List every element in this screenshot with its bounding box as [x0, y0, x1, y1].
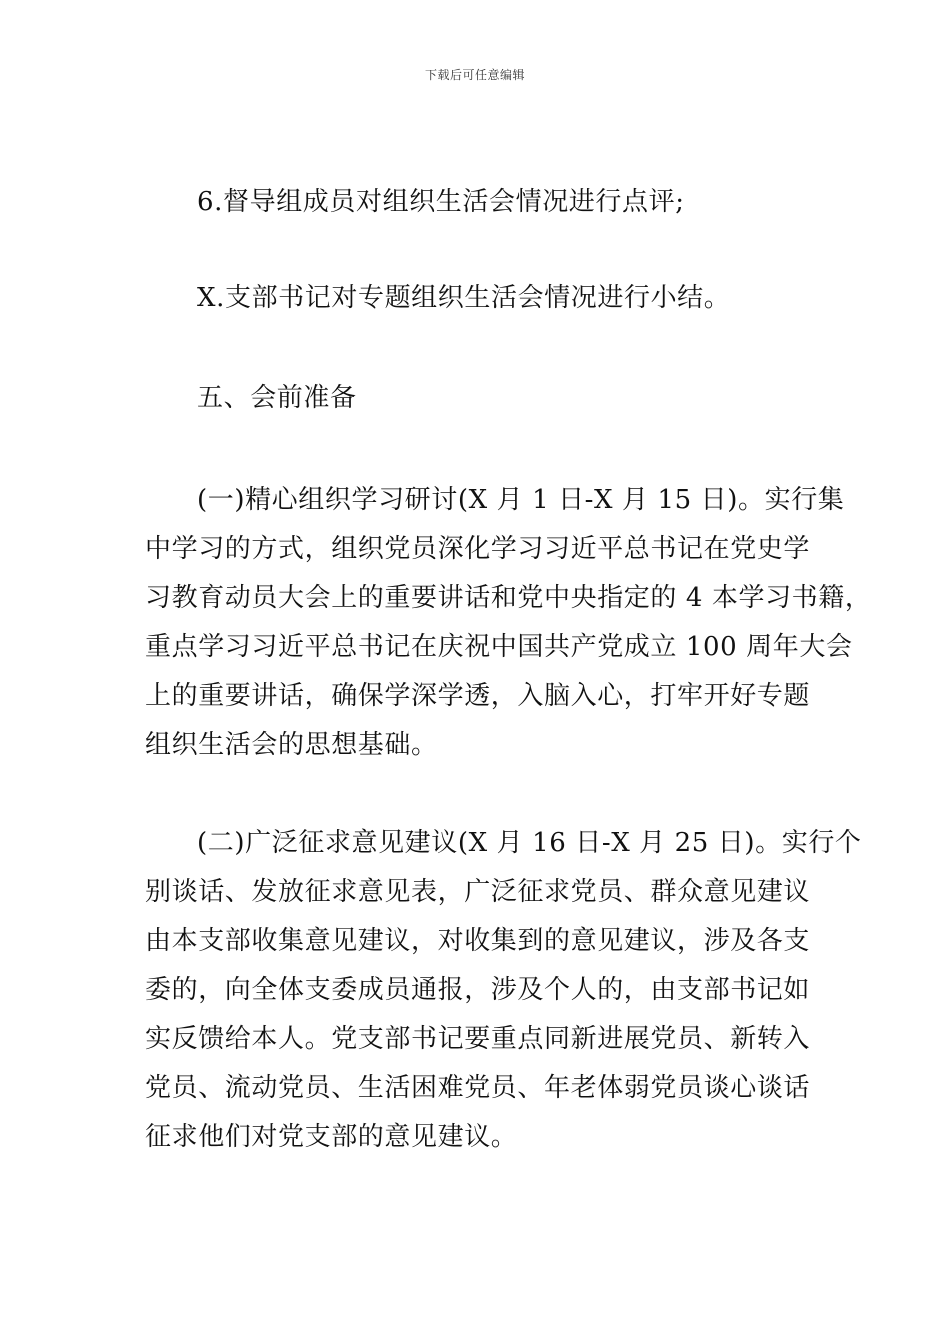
section-heading — [145, 374, 865, 423]
paragraph-line: 上的重要讲话，确保学深学透，入脑入心，打牢开好专题 — [145, 681, 811, 711]
paragraph-line: 别谈话、发放征求意见表，广泛征求党员、群众意见建议 — [145, 877, 811, 907]
paragraph-study-session — [145, 476, 872, 770]
paragraph-line: 重点学习习近平总书记在庆祝中国共产党成立 100 周年大会 — [145, 632, 853, 662]
paragraph-line: 党员、流动党员、生活困难党员、年老体弱党员谈心谈话 — [145, 1073, 811, 1103]
list-item-6-text: 6.督导组成员对组织生活会情况进行点评; — [197, 187, 685, 217]
paragraph-line: 实反馈给本人。党支部书记要重点同新进展党员、新转入 — [145, 1024, 811, 1054]
paragraph-line: (一)精心组织学习研讨(X 月 1 日-X 月 15 日)。实行集 — [197, 485, 845, 515]
paragraph-line: 委的，向全体支委成员通报，涉及个人的，由支部书记如 — [145, 975, 811, 1005]
paragraph-line: 组织生活会的思想基础。 — [145, 730, 438, 760]
list-item-x-text: X.支部书记对专题组织生活会情况进行小结。 — [197, 283, 731, 313]
paragraph-line: (二)广泛征求意见建议(X 月 16 日-X 月 25 日)。实行个 — [197, 828, 862, 858]
paragraph-line: 中学习的方式，组织党员深化学习习近平总书记在党史学 — [145, 534, 811, 564]
section-heading-text: 五、会前准备 — [197, 383, 357, 413]
paragraph-line: 由本支部收集意见建议，对收集到的意见建议，涉及各支 — [145, 926, 811, 956]
list-item-x — [145, 274, 865, 323]
list-item-6 — [145, 178, 865, 227]
paragraph-line: 征求他们对党支部的意见建议。 — [145, 1122, 518, 1152]
paragraph-line: 习教育动员大会上的重要讲话和党中央指定的 4 本学习书籍， — [145, 583, 872, 613]
page-header-note: 下载后可任意编辑 — [424, 68, 525, 82]
paragraph-solicit-opinions — [145, 819, 862, 1162]
